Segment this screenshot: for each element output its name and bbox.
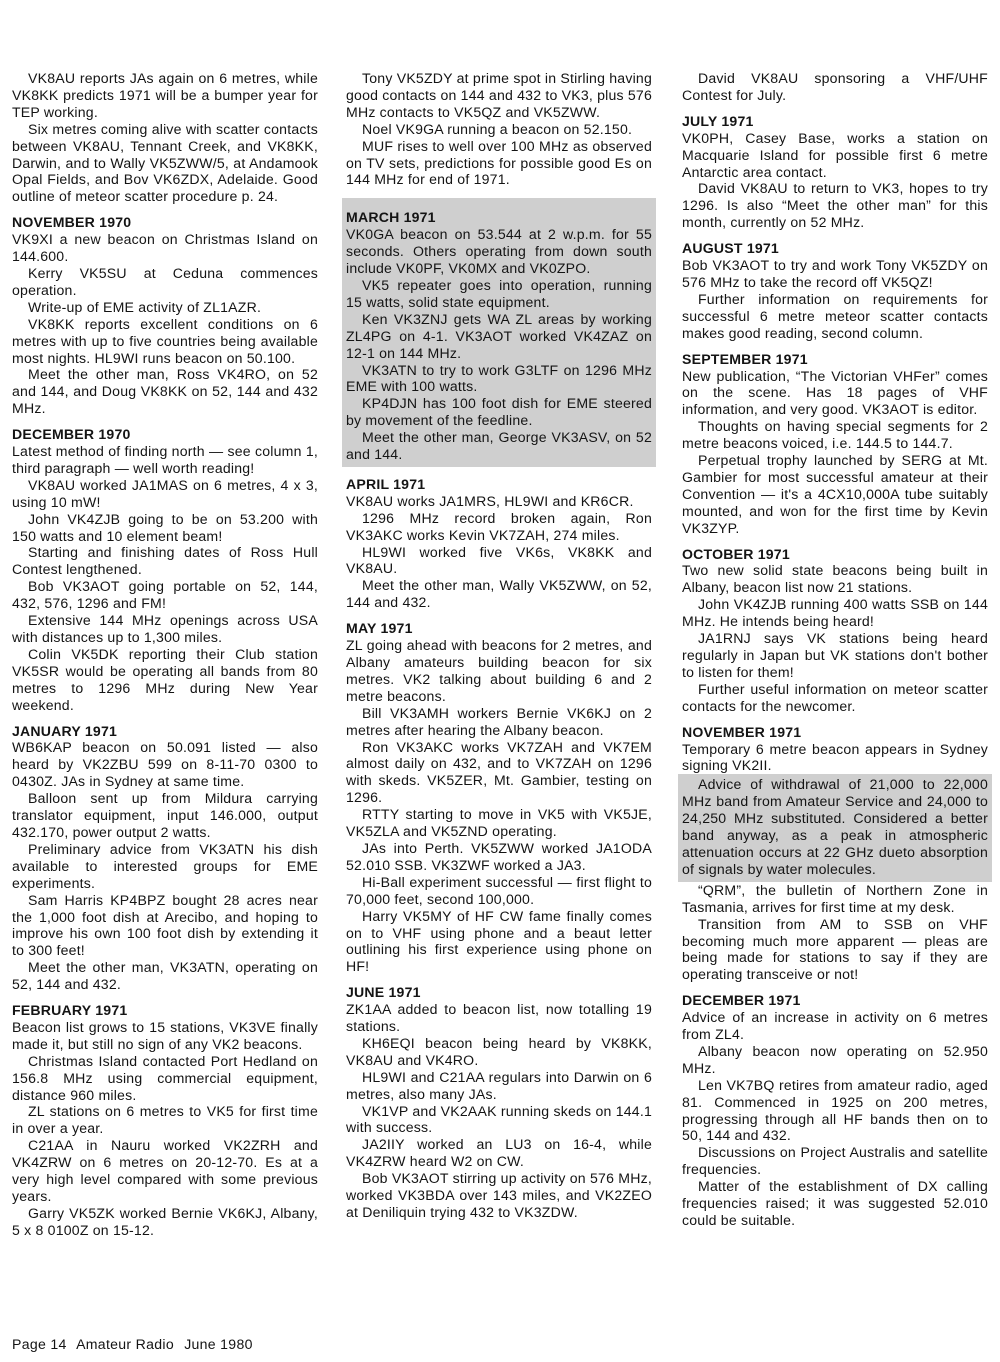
paragraph: Ron VK3AKC works VK7ZAH and VK7EM almost daily on 432, and to VK7ZAH on 1296 with skeds. VK5ZER, Mt. Gambier, testing on 1296.: [346, 738, 652, 806]
paragraph: Balloon sent up from Mildura carrying translator equipment, input 146.000, output 432.170, power output 2 watts.: [12, 790, 318, 840]
paragraph: David VK8AU sponsoring a VHF/UHF Contest for July.: [682, 70, 988, 103]
footer-magazine-title: Amateur Radio: [76, 1336, 174, 1352]
paragraph: Write-up of EME activity of ZL1AZR.: [28, 298, 262, 315]
paragraph: Garry VK5ZK worked Bernie VK6KJ, Albany, 5 x 8 0100Z on 15-12.: [12, 1204, 318, 1238]
paragraph: New publication, “The Victorian VHFer” comes on the scene. Has 18 pages of VHF information, and very good. VK3AOT is editor.: [682, 367, 988, 418]
paragraph: Latest method of finding north — see column 1, third paragraph — well worth reading!: [12, 443, 318, 476]
paragraph: KH6EQI beacon being heard by VK8KK, VK8AU and VK4RO.: [346, 1034, 652, 1068]
paragraph: Bill VK3AMH workers Bernie VK6KJ on 2 metres after hearing the Albany beacon.: [346, 704, 652, 738]
paragraph: Meet the other man, Wally VK5ZWW, on 52, 144 and 432.: [346, 577, 652, 611]
column-3: [682, 70, 988, 1229]
section-august-1971: [682, 240, 988, 341]
paragraph: Two new solid state beacons being built in Albany, beacon list now 21 stations.: [682, 562, 988, 596]
paragraph: Len VK7BQ retires from amateur radio, aged 81. Commenced in 1925 on 200 metres, progressing through all HF bands then on to 50, 144 and 432.: [682, 1076, 988, 1144]
section-heading: DECEMBER 1971: [682, 992, 801, 1009]
paragraph: Matter of the establishment of DX calling frequencies raised; it was suggested 52.010 could be suitable.: [682, 1178, 988, 1228]
paragraph: Advice of withdrawal of 21,000 to 22,000 MHz band from Amateur Service and 24,000 to 24,250 MHz substituted. Considered a better band anyway, as a peak in atmospheric attenuation occurs at 22 GHz dueto absorption of signals by water molecules.: [682, 776, 988, 877]
paragraph: VK0GA beacon on 53.544 at 2 w.p.m. for 55 seconds. Others operating from down south include VK0PF, VK0MX and VK0ZPO.: [346, 226, 652, 277]
paragraph: ZK1AA added to beacon list, now totalling 19 stations.: [346, 1001, 652, 1035]
section-october-1971: [682, 546, 988, 715]
section-heading: DECEMBER 1970: [12, 426, 131, 443]
section-may-1971: [346, 620, 652, 975]
paragraph: Bob VK3AOT stirring up activity on 576 MHz, worked VK3BDA over 143 miles, and VK2ZEO at Deniliquin trying 432 to VK3ZDW.: [346, 1170, 652, 1220]
paragraph: 1296 MHz record broken again, Ron VK3AKC works Kevin VK7ZAH, 274 miles.: [346, 509, 652, 543]
paragraph: JAs into Perth. VK5ZWW worked JA1ODA 52.010 SSB. VK3ZWF worked a JA3.: [346, 839, 652, 873]
section-heading: APRIL 1971: [346, 475, 426, 492]
paragraph: MUF rises to well over 100 MHz as observed on TV sets, predictions for possible good Es on 144 MHz for end of 1971.: [346, 137, 652, 188]
paragraph: VK5 repeater goes into operation, running 15 watts, solid state equipment.: [346, 276, 652, 310]
paragraph: VK0PH, Casey Base, works a station on Macquarie Island for possible first 6 metre Antarctic area contact.: [682, 129, 988, 180]
section-heading: SEPTEMBER 1971: [682, 350, 808, 367]
paragraph: ZL going ahead with beacons for 2 metres, and Albany amateurs building beacon for six metres. VK2 talking about building 6 and 2 metre beacons.: [346, 637, 652, 704]
paragraph: Temporary 6 metre beacon appears in Sydney signing VK2II.: [682, 740, 988, 774]
paragraph: Tony VK5ZDY at prime spot in Stirling having good contacts on 144 and 432 to VK3, plus 576 MHz contacts to VK5QZ and VK5ZWW.: [346, 70, 652, 120]
paragraph: VK3ATN to try to work G3LTF on 1296 MHz EME with 100 watts.: [346, 361, 652, 395]
section-heading: JUNE 1971: [346, 984, 421, 1001]
paragraph: Advice of an increase in activity on 6 metres from ZL4.: [682, 1009, 988, 1043]
paragraph: Further useful information on meteor scatter contacts for the newcomer.: [682, 680, 988, 714]
footer-issue-date: June 1980: [184, 1336, 253, 1352]
section-heading: MARCH 1971: [346, 209, 436, 226]
paragraph: Harry VK5MY of HF CW fame finally comes on to VHF using phone and a beaut letter outlining his first experience using phone on HF!: [346, 907, 652, 975]
paragraph: VK9XI a new beacon on Christmas Island on 144.600.: [12, 231, 318, 265]
paragraph: Beacon list grows to 15 stations, VK3VE finally made it, but still no sign of any VK2 beacons.: [12, 1018, 318, 1052]
paragraph: John VK4ZJB running 400 watts SSB on 144 MHz. He intends being heard!: [682, 596, 988, 630]
section-november-1970: [12, 214, 318, 417]
paragraph: Six metres coming alive with scatter contacts between VK8AU, Tennant Creek, and VK8KK, Darwin, and to Wally VK5ZWW/5, at Andamook Opal Fields, and Bov VK6ZDX, Adelaide. Good outline of meteor scatter procedure p. 24.: [12, 120, 318, 205]
paragraph: HL9WI and C21AA regulars into Darwin on 6 metres, also many JAs.: [346, 1068, 652, 1102]
section-march-1971: [342, 198, 656, 467]
paragraph: VK8AU works JA1MRS, HL9WI and KR6CR.: [346, 492, 634, 509]
section-heading: MAY 1971: [346, 620, 413, 637]
paragraph: Albany beacon now operating on 52.950 MHz.: [682, 1042, 988, 1076]
section-september-1971: [682, 351, 988, 537]
paragraph: WB6KAP beacon on 50.091 listed — also heard by VK2ZBU 599 on 8-11-70 0300 to 0430Z. JAs in Sydney at same time.: [12, 739, 318, 790]
section-december-1970: [12, 426, 318, 713]
paragraph: David VK8AU to return to VK3, hopes to try 1296. Is also “Meet the other man” for this month, currently on 52 MHz.: [682, 180, 988, 231]
section-continued: [12, 70, 318, 205]
paragraph: Noel VK9GA running a beacon on 52.150.: [362, 120, 633, 137]
paragraph: Thoughts on having special segments for 2 metre beacons voiced, i.e. 144.5 to 144.7.: [682, 418, 988, 452]
section-december-1971: [682, 992, 988, 1229]
paragraph: Sam Harris KP4BPZ bought 28 acres near the 1,000 foot dish at Arecibo, and hoping to improve his own 100 foot dish by extending it to 300 feet!: [12, 891, 318, 959]
paragraph: Meet the other man, Ross VK4RO, on 52 and 144, and Doug VK8KK on 52, 144 and 432 MHz.: [12, 366, 318, 417]
paragraph: John VK4ZJB going to be on 53.200 with 150 watts and 10 element beam!: [12, 510, 318, 544]
paragraph: HL9WI worked five VK6s, VK8KK and VK8AU.: [346, 543, 652, 577]
paragraph: VK1VP and VK2AAK running skeds on 144.1 with success.: [346, 1102, 652, 1136]
paragraph: VK8AU reports JAs again on 6 metres, while VK8KK predicts 1971 will be a bumper year for TEP working.: [12, 70, 318, 120]
section-continued: [346, 70, 652, 188]
paragraph: Extensive 144 MHz openings across USA with distances up to 1,300 miles.: [12, 612, 318, 645]
paragraph: Colin VK5DK reporting their Club station VK5SR would be operating all bands from 80 metres to 1296 MHz during New Year weekend.: [12, 645, 318, 713]
section-heading: NOVEMBER 1970: [12, 214, 132, 231]
paragraph: Starting and finishing dates of Ross Hull Contest lengthened.: [12, 544, 318, 578]
paragraph: Kerry VK5SU at Ceduna commences operation.: [12, 264, 318, 298]
paragraph: VK8KK reports excellent conditions on 6 metres with up to five countries being available most nights. HL9WI runs beacon on 50.100.: [12, 315, 318, 366]
section-heading: OCTOBER 1971: [682, 545, 790, 562]
paragraph: Transition from AM to SSB on VHF becoming much more apparent — pleas are being made for stations to say if they are operating transceive or not!: [682, 915, 988, 983]
section-june-1971: [346, 984, 652, 1221]
page-footer: [12, 1336, 259, 1352]
footer-page-number: Page 14: [12, 1336, 67, 1352]
paragraph: C21AA in Nauru worked VK2ZRH and VK4ZRW on 6 metres on 20-12-70. Es at a very high level compared with some previous years.: [12, 1137, 318, 1204]
section-heading: NOVEMBER 1971: [682, 723, 802, 740]
paragraph: JA2IIY worked an LU3 on 16-4, while VK4ZRW heard W2 on CW.: [346, 1136, 652, 1170]
section-november-1971: [682, 724, 988, 984]
column-2: [346, 70, 652, 1221]
paragraph: RTTY starting to move in VK5 with VK5JE, VK5ZLA and VK5ZND operating.: [346, 806, 652, 840]
paragraph: Discussions on Project Australis and satellite frequencies.: [682, 1144, 988, 1178]
paragraph: Further information on requirements for successful 6 metre meteor scatter contacts makes good reading, second column.: [682, 290, 988, 341]
paragraph: Meet the other man, George VK3ASV, on 52 and 144.: [346, 429, 652, 463]
section-heading: FEBRUARY 1971: [12, 1002, 128, 1019]
paragraph: Bob VK3AOT to try and work Tony VK5ZDY on 576 MHz to take the record off VK5QZ!: [682, 257, 988, 290]
section-april-1971: [346, 476, 652, 611]
paragraph: Ken VK3ZNJ gets WA ZL areas by working ZL4PG on 4-1. VK3AOT worked VK4ZAZ on 12-1 on 144 MHz.: [346, 310, 652, 361]
section-heading: JANUARY 1971: [12, 722, 118, 739]
paragraph: KP4DJN has 100 foot dish for EME steered by movement of the feedline.: [346, 395, 652, 429]
paragraph: Meet the other man, VK3ATN, operating on 52, 144 and 432.: [12, 959, 318, 993]
paragraph: “QRM”, the bulletin of Northern Zone in Tasmania, arrives for first time at my desk.: [682, 881, 988, 915]
section-heading: AUGUST 1971: [682, 240, 779, 257]
section-continued: [682, 70, 988, 104]
paragraph: Perpetual trophy launched by SERG at Mt. Gambier for most successful amateur at their Convention — it's a 4CX10,000A tube suitably mounted, and won for the first time by Kevin VK3ZYP.: [682, 452, 988, 536]
highlight-box: [678, 774, 992, 881]
paragraph: Hi-Ball experiment successful — first flight to 70,000 feet, second 100,000.: [346, 873, 652, 907]
paragraph: Bob VK3AOT going portable on 52, 144, 432, 576, 1296 and FM!: [12, 578, 318, 612]
section-heading: JULY 1971: [682, 112, 754, 129]
section-february-1971: [12, 1002, 318, 1239]
section-january-1971: [12, 723, 318, 994]
paragraph: Christmas Island contacted Port Hedland on 156.8 MHz using commercial equipment, distance 960 miles.: [12, 1052, 318, 1103]
paragraph: ZL stations on 6 metres to VK5 for first time in over a year.: [12, 1103, 318, 1137]
paragraph: VK8AU worked JA1MAS on 6 metres, 4 x 3, using 10 mW!: [12, 476, 318, 510]
paragraph: Preliminary advice from VK3ATN his dish available to interested groups for EME experiments.: [12, 840, 318, 891]
column-1: [12, 70, 318, 1239]
paragraph: JA1RNJ says VK stations being heard regularly in Japan but VK stations don't bother to listen for them!: [682, 630, 988, 680]
section-july-1971: [682, 113, 988, 231]
